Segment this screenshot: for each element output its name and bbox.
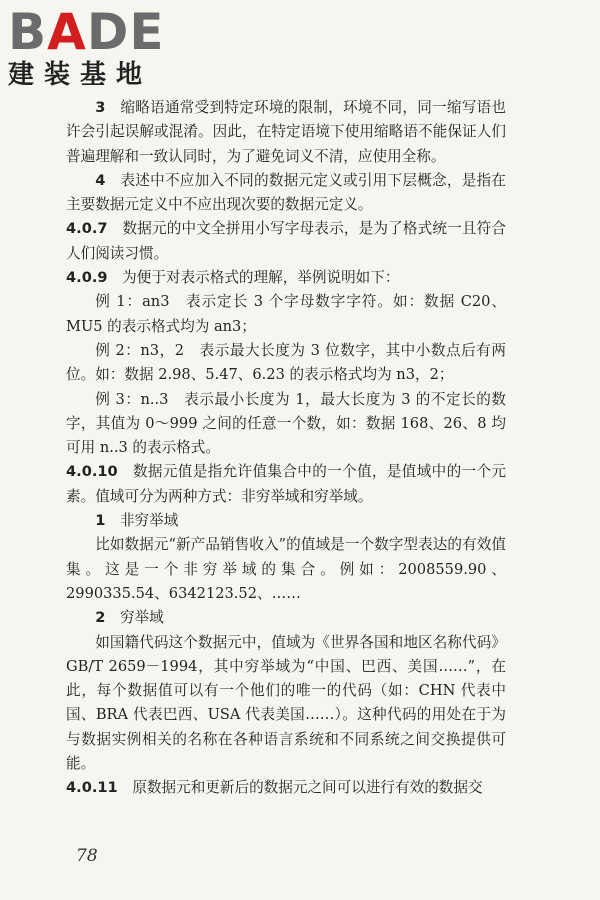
clause-number: 4.0.9 <box>66 269 108 287</box>
clause-paragraph <box>66 266 506 290</box>
clause-paragraph <box>66 776 506 800</box>
paragraph-text: 例 1：an3 表示定长 3 个字母数字字符。如：数据 C20、MU5 的表示格式均为 an3； <box>66 293 506 335</box>
item-number: 2 <box>95 609 106 627</box>
bade-logo <box>8 3 178 90</box>
logo-mark <box>8 3 178 61</box>
item-paragraph <box>66 606 506 630</box>
clause-number: 4.0.7 <box>66 220 108 238</box>
logo-letter-b: B <box>8 3 48 61</box>
paragraph-text: 例 3：n..3 表示最小长度为 1，最大长度为 3 的不定长的数字，其值为 0～999 之间的任意一个数，如：数据 168、26、8 均可用 n..3 的表示格式。 <box>66 390 506 457</box>
clause-paragraph <box>66 217 506 266</box>
item-paragraph <box>66 169 506 218</box>
paragraph-text: 非穷举域 <box>119 512 179 530</box>
body-paragraph <box>66 339 506 388</box>
paragraph-text: 穷举域 <box>119 609 164 627</box>
paragraph-text: 例 2：n3，2 表示最大长度为 3 位数字，其中小数点后有两位。如：数据 2.98、5.47、6.23 的表示格式均为 n3，2； <box>66 341 506 384</box>
logo-letters-de: DE <box>86 3 165 61</box>
item-paragraph <box>66 96 506 169</box>
body-paragraph <box>66 533 506 606</box>
body-paragraph <box>66 631 506 777</box>
paragraph-text: 如国籍代码这个数据元中，值域为《世界各国和地区名称代码》GB/T 2659－1994，其中穷举域为“中国、巴西、美国……”，在此，每个数据值可以有一个他们的唯一的代码（如：CHN 代表中国、BRA 代表巴西、USA 代表美国……）。这种代码的用处在于为与数据实例相关的名称在各种语言系统和不同系统之间交换提供可能。 <box>66 633 506 773</box>
item-paragraph <box>66 509 506 533</box>
item-number: 4 <box>95 171 106 189</box>
item-number: 1 <box>95 512 106 530</box>
paragraph-text: 为便于对表示格式的理解，举例说明如下： <box>122 269 400 287</box>
paragraph-text: 原数据元和更新后的数据元之间可以进行有效的数据交 <box>132 779 483 797</box>
clause-number: 4.0.10 <box>66 463 118 481</box>
clause-number: 4.0.11 <box>66 779 118 797</box>
item-number: 3 <box>95 99 106 116</box>
paragraph-text: 数据元值是指允许值集合中的一个值，是值域中的一个元素。值域可分为两种方式：非穷举域和穷举域。 <box>66 463 506 505</box>
logo-subtitle: 建装基地 <box>8 60 153 90</box>
body-paragraph <box>66 290 506 339</box>
document-body <box>66 96 506 801</box>
clause-paragraph <box>66 460 506 509</box>
paragraph-text: 表述中不应加入不同的数据元定义或引用下层概念，是指在主要数据元定义中不应出现次要的数据元定义。 <box>66 171 506 214</box>
paragraph-text: 数据元的中文全拼用小写字母表示，是为了格式统一且符合人们阅读习惯。 <box>66 220 506 262</box>
logo-letter-a-accent: A <box>47 3 87 61</box>
paragraph-text: 缩略语通常受到特定环境的限制，环境不同，同一缩写语也许会引起误解或混淆。因此，在特定语境下使用缩略语不能保证人们普遍理解和一致认同时，为了避免词义不清，应使用全称。 <box>66 99 506 165</box>
paragraph-text: 比如数据元“新产品销售收入”的值域是一个数字型表达的有效值集。这是一个非穷举域的集合。例如：2008559.90、2990335.54、6342123.52、…… <box>66 536 506 602</box>
page-number: 78 <box>76 846 98 866</box>
body-paragraph <box>66 388 506 461</box>
